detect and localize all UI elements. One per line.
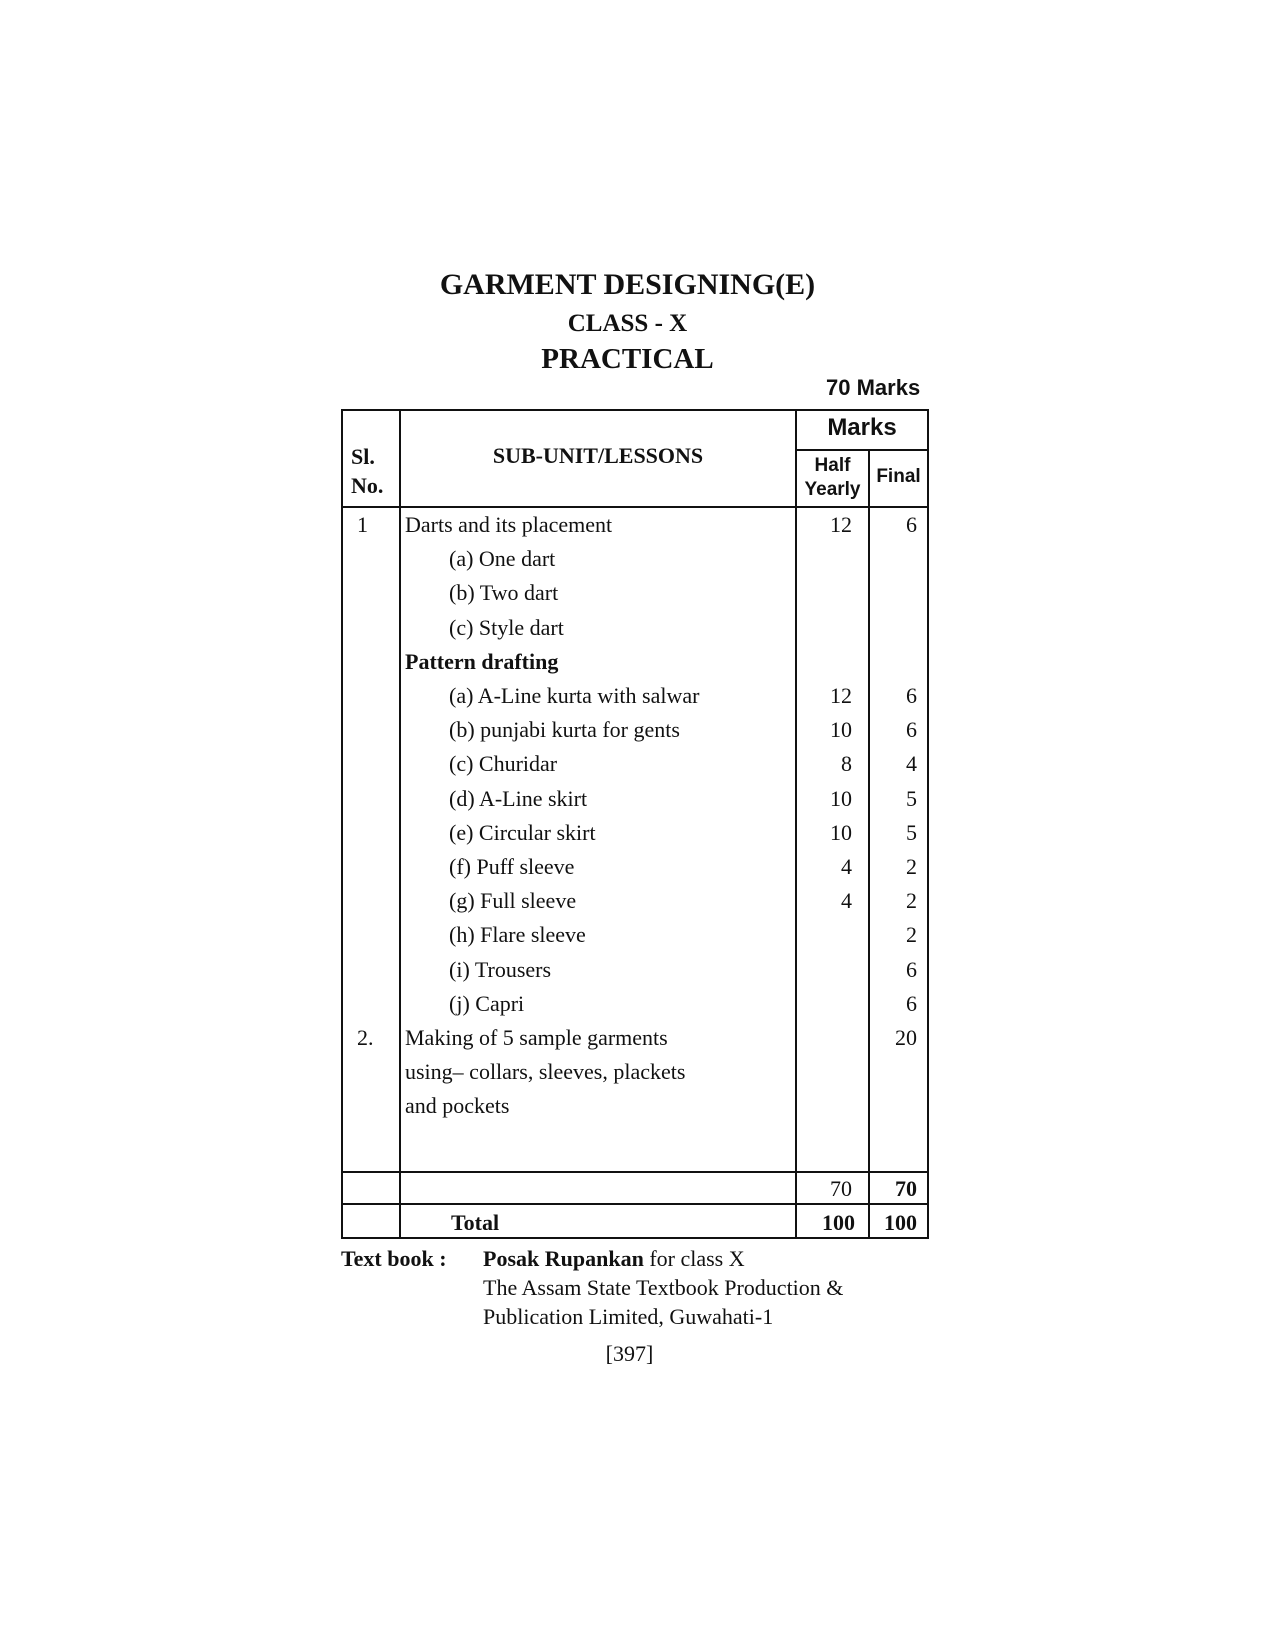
row-lesson-text: (f) Puff sleeve: [449, 854, 575, 879]
subtotal-half-yearly: 70: [830, 1176, 852, 1201]
col-header-half-yearly: [797, 454, 868, 502]
row-final-marks: 2: [906, 888, 917, 913]
col-header-sl: [351, 442, 383, 500]
publisher-line-1: The Assam State Textbook Production &: [483, 1275, 844, 1300]
col-divider-sl: [399, 409, 401, 1239]
row-final-marks: 6: [906, 512, 917, 537]
total-marks: 70 Marks: [826, 375, 921, 400]
table-border-bottom: [341, 1237, 929, 1239]
row-half-yearly-marks: 12: [830, 683, 852, 708]
table-border-left: [341, 409, 343, 1239]
table-border-top: [341, 409, 929, 411]
publisher-line-2: Publication Limited, Guwahati-1: [483, 1304, 774, 1329]
textbook-title: Posak Rupankan: [483, 1246, 644, 1271]
row-final-marks: 2: [906, 854, 917, 879]
subtotal-bottom-rule: [341, 1203, 929, 1205]
row-lesson-text: (h) Flare sleeve: [449, 922, 586, 947]
row-lesson-text: (g) Full sleeve: [449, 888, 577, 913]
row-final-marks: 5: [906, 786, 917, 811]
row-half-yearly-marks: 10: [830, 717, 852, 742]
row-final-marks: 20: [895, 1025, 917, 1050]
row-half-yearly-marks: 4: [841, 888, 852, 913]
marks-table: [341, 409, 929, 1239]
row-final-marks: 6: [906, 991, 917, 1016]
row-lesson-text: (a) A-Line kurta with salwar: [449, 683, 700, 708]
textbook-title-line: [483, 1246, 745, 1272]
class-label: CLASS - X: [567, 310, 688, 337]
row-lesson-text: (b) punjabi kurta for gents: [449, 717, 680, 742]
row-lesson-text: (c) Churidar: [449, 751, 558, 776]
subtotal-final: 70: [895, 1176, 917, 1201]
row-sl-number: 1: [357, 512, 368, 537]
row-final-marks: 4: [906, 751, 917, 776]
row-final-marks: 6: [906, 683, 917, 708]
row-half-yearly-marks: 12: [830, 512, 852, 537]
row-half-yearly-marks: 10: [830, 820, 852, 845]
marks-header-divider: [795, 449, 929, 451]
col-header-sl-line2: No.: [351, 473, 384, 498]
row-lesson-text: (d) A-Line skirt: [449, 786, 588, 811]
row-subheading: Pattern drafting: [405, 649, 559, 674]
row-lesson-text: (b) Two dart: [449, 580, 559, 605]
row-lesson-text: and pockets: [405, 1093, 510, 1118]
col-header-half-line1: Half: [814, 455, 851, 476]
col-header-marks: Marks: [827, 414, 897, 441]
document-title: GARMENT DESIGNING(E): [439, 268, 816, 301]
col-header-subunit: SUB-UNIT/LESSONS: [492, 443, 704, 468]
row-sl-number: 2.: [357, 1025, 374, 1050]
body-bottom-rule: [341, 1171, 929, 1173]
row-lesson-text: (i) Trousers: [449, 957, 552, 982]
row-lesson-text: (c) Style dart: [449, 615, 564, 640]
header-bottom-rule: [341, 506, 929, 508]
section-label: PRACTICAL: [541, 343, 714, 375]
row-lesson-text: (j) Capri: [449, 991, 525, 1016]
total-label: Total: [451, 1210, 500, 1235]
col-header-final: Final: [876, 466, 921, 487]
total-final: 100: [884, 1210, 917, 1235]
row-lesson-text: (a) One dart: [449, 546, 556, 571]
row-half-yearly-marks: 10: [830, 786, 852, 811]
row-lesson-text: (e) Circular skirt: [449, 820, 596, 845]
row-lesson-text: using– collars, sleeves, plackets: [405, 1059, 686, 1084]
row-lesson-text: Making of 5 sample garments: [405, 1025, 668, 1050]
table-border-right: [927, 409, 929, 1239]
textbook-class: for class X: [643, 1246, 745, 1271]
total-half-yearly: 100: [822, 1210, 855, 1235]
row-final-marks: 5: [906, 820, 917, 845]
row-final-marks: 6: [906, 957, 917, 982]
row-final-marks: 6: [906, 717, 917, 742]
page-number: [397]: [605, 1341, 654, 1366]
row-half-yearly-marks: 8: [841, 751, 852, 776]
row-final-marks: 2: [906, 922, 917, 947]
textbook-label: Text book :: [341, 1246, 447, 1271]
row-lesson-text: Darts and its placement: [405, 512, 613, 537]
row-half-yearly-marks: 4: [841, 854, 852, 879]
col-header-half-line2: Yearly: [804, 479, 861, 500]
col-header-sl-line1: Sl.: [351, 444, 375, 469]
